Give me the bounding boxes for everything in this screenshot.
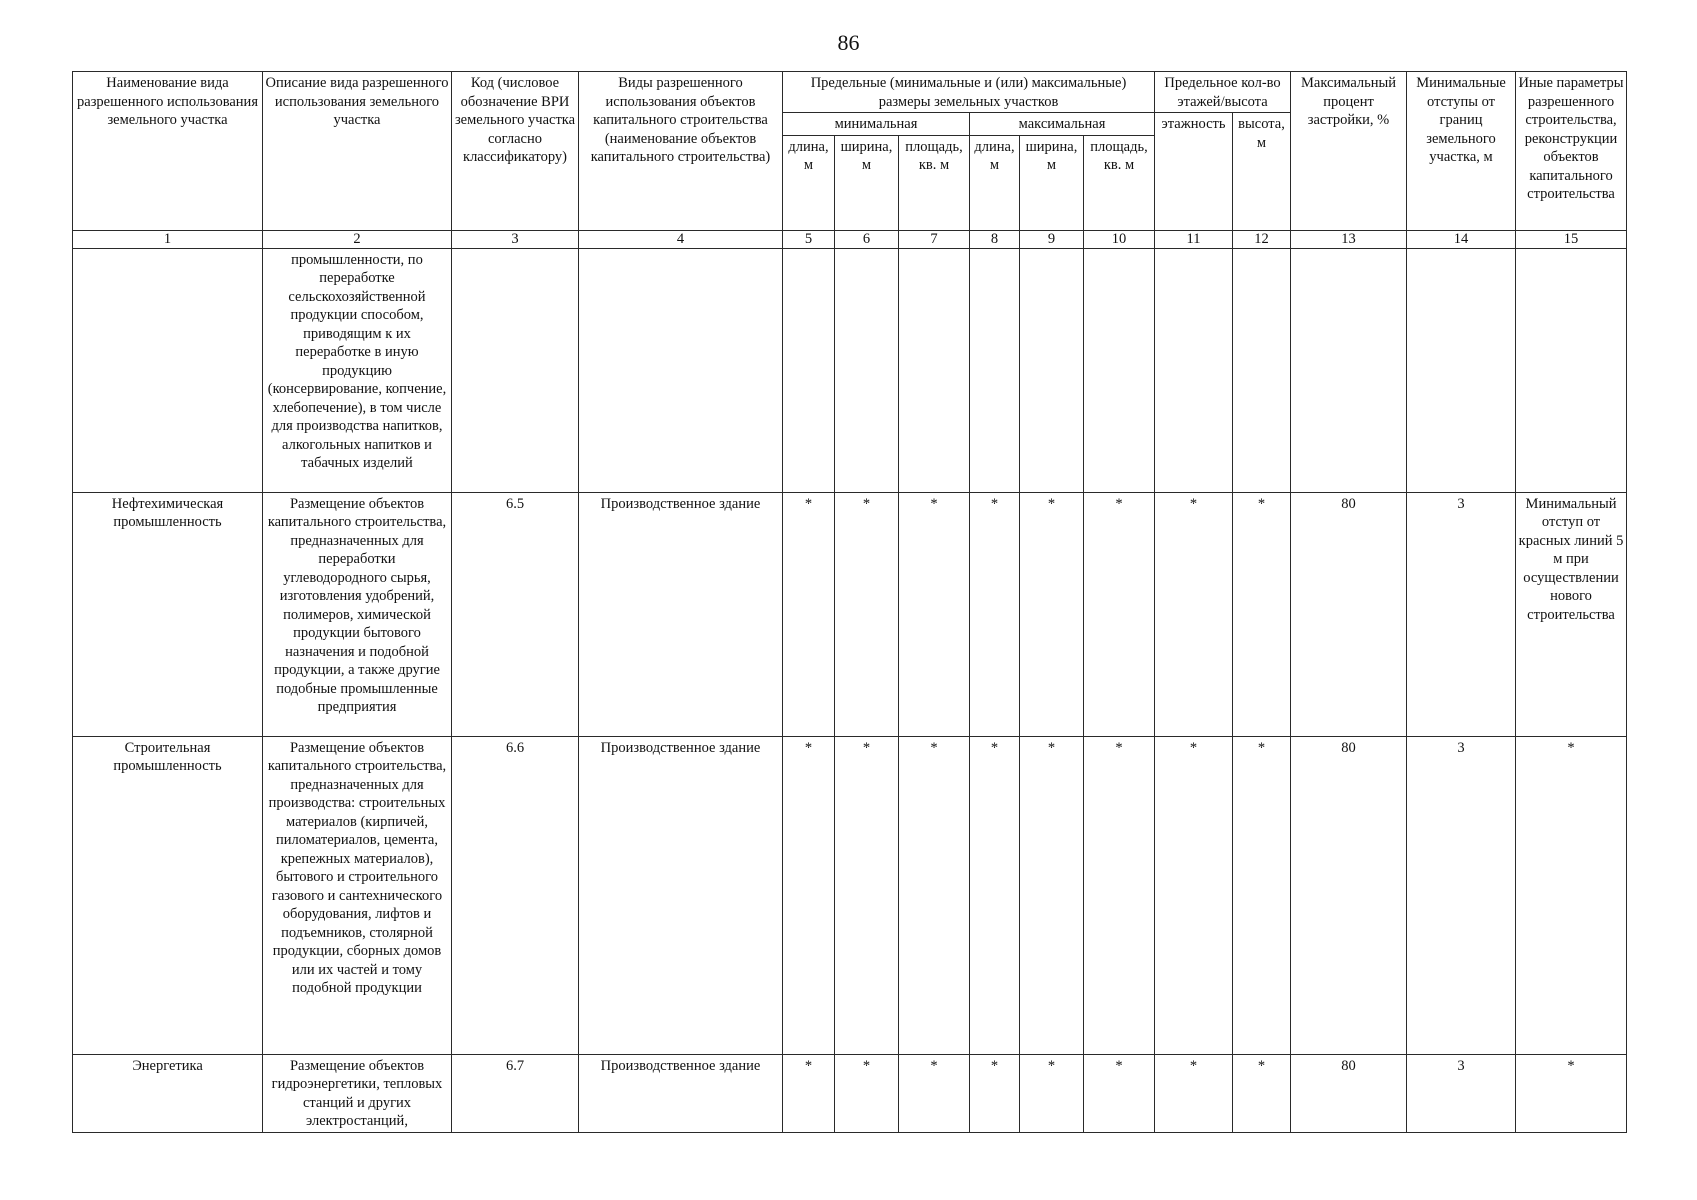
- table-row: [73, 736, 1627, 1054]
- min-area: [899, 248, 970, 492]
- max-building-percent: 80: [1291, 736, 1407, 1054]
- max-building-percent: 80: [1291, 492, 1407, 736]
- header-min-width: ширина, м: [835, 135, 899, 230]
- header-height: высота, м: [1233, 113, 1291, 231]
- table-row: [73, 492, 1627, 736]
- min-width: *: [835, 492, 899, 736]
- max-area: *: [1084, 1054, 1155, 1132]
- header-land-use-name: Наименование вида разрешенного использования земельного участка: [73, 72, 263, 231]
- max-building-percent: [1291, 248, 1407, 492]
- min-area: *: [899, 736, 970, 1054]
- column-number: 2: [263, 230, 452, 248]
- header-maximum: максимальная: [970, 113, 1155, 136]
- land-use-code: 6.7: [452, 1054, 579, 1132]
- column-number: 6: [835, 230, 899, 248]
- column-numbers-row: [73, 230, 1627, 248]
- min-area: *: [899, 1054, 970, 1132]
- min-width: *: [835, 1054, 899, 1132]
- land-use-name: Строительная промышленность: [73, 736, 263, 1054]
- column-number: 3: [452, 230, 579, 248]
- header-floors: этажность: [1155, 113, 1233, 231]
- header-min-setbacks: Минимальные отступы от границ земельного участка, м: [1407, 72, 1516, 231]
- min-length: *: [783, 736, 835, 1054]
- land-use-code: 6.6: [452, 736, 579, 1054]
- table-row: [73, 248, 1627, 492]
- min-setback: 3: [1407, 1054, 1516, 1132]
- min-setback: [1407, 248, 1516, 492]
- column-number: 15: [1516, 230, 1627, 248]
- height: *: [1233, 492, 1291, 736]
- column-number: 1: [73, 230, 263, 248]
- max-length: [970, 248, 1020, 492]
- column-number: 13: [1291, 230, 1407, 248]
- header-minimum: минимальная: [783, 113, 970, 136]
- table-row: [73, 1054, 1627, 1132]
- min-setback: 3: [1407, 492, 1516, 736]
- capital-object-type: [579, 248, 783, 492]
- page-number: 86: [837, 30, 860, 55]
- header-max-area: площадь, кв. м: [1084, 135, 1155, 230]
- min-width: *: [835, 736, 899, 1054]
- land-use-description: Размещение объектов капитального строительства, предназначенных для производства: строительных материалов (кирпичей, пиломатериалов, цемента, крепежных материалов), бытового и строительного газового и сантехнического оборудования, лифтов и подъемников, столярной продукции, сборных домов или их частей и тому подобной продукции: [263, 736, 452, 1054]
- floors: *: [1155, 492, 1233, 736]
- max-area: *: [1084, 492, 1155, 736]
- min-setback: 3: [1407, 736, 1516, 1054]
- land-use-code: 6.5: [452, 492, 579, 736]
- header-min-area: площадь, кв. м: [899, 135, 970, 230]
- land-use-description: Размещение объектов капитального строительства, предназначенных для переработки углеводородного сырья, изготовления удобрений, полимеров, химической продукции бытового назначения и подобной продукции, а также другие подобные промышленные предприятия: [263, 492, 452, 736]
- other-parameters: Минимальный отступ от красных линий 5 м при осуществлении нового строительства: [1516, 492, 1627, 736]
- floors: *: [1155, 1054, 1233, 1132]
- height: *: [1233, 736, 1291, 1054]
- header-capital-construction-types: Виды разрешенного использования объектов капитального строительства (наименование объектов капитального строительства): [579, 72, 783, 231]
- capital-object-type: Производственное здание: [579, 492, 783, 736]
- column-number: 11: [1155, 230, 1233, 248]
- other-parameters: [1516, 248, 1627, 492]
- column-number: 12: [1233, 230, 1291, 248]
- min-length: *: [783, 1054, 835, 1132]
- header-floors-height-limits: Предельное кол-во этажей/высота: [1155, 72, 1291, 113]
- max-area: [1084, 248, 1155, 492]
- height: *: [1233, 1054, 1291, 1132]
- column-number: 14: [1407, 230, 1516, 248]
- max-width: [1020, 248, 1084, 492]
- max-building-percent: 80: [1291, 1054, 1407, 1132]
- max-width: *: [1020, 736, 1084, 1054]
- land-use-name: Энергетика: [73, 1054, 263, 1132]
- max-area: *: [1084, 736, 1155, 1054]
- max-width: *: [1020, 1054, 1084, 1132]
- header-max-width: ширина, м: [1020, 135, 1084, 230]
- min-length: *: [783, 492, 835, 736]
- column-number: 7: [899, 230, 970, 248]
- column-number: 9: [1020, 230, 1084, 248]
- floors: *: [1155, 736, 1233, 1054]
- min-length: [783, 248, 835, 492]
- header-max-length: длина, м: [970, 135, 1020, 230]
- column-number: 4: [579, 230, 783, 248]
- column-number: 5: [783, 230, 835, 248]
- max-length: *: [970, 1054, 1020, 1132]
- header-other-parameters: Иные параметры разрешенного строительства, реконструкции объектов капитального строительства: [1516, 72, 1627, 231]
- land-use-description: Размещение объектов гидроэнергетики, тепловых станций и других электростанций,: [263, 1054, 452, 1132]
- header-max-building-percent: Максимальный процент застройки, %: [1291, 72, 1407, 231]
- other-parameters: *: [1516, 1054, 1627, 1132]
- max-length: *: [970, 492, 1020, 736]
- capital-object-type: Производственное здание: [579, 736, 783, 1054]
- max-width: *: [1020, 492, 1084, 736]
- zoning-regulations-table: [72, 71, 1627, 1133]
- height: [1233, 248, 1291, 492]
- capital-object-type: Производственное здание: [579, 1054, 783, 1132]
- land-use-description: промышленности, по переработке сельскохозяйственной продукции способом, приводящим к их переработке в иную продукцию (консервирование, копчение, хлебопечение), в том числе для производства напитков, алкогольных напитков и табачных изделий: [263, 248, 452, 492]
- max-length: *: [970, 736, 1020, 1054]
- column-number: 8: [970, 230, 1020, 248]
- header-plot-size-limits: Предельные (минимальные и (или) максимальные) размеры земельных участков: [783, 72, 1155, 113]
- header-land-use-code: Код (числовое обозначение ВРИ земельного участка согласно классификатору): [452, 72, 579, 231]
- land-use-code: [452, 248, 579, 492]
- min-area: *: [899, 492, 970, 736]
- header-min-length: длина, м: [783, 135, 835, 230]
- header-land-use-description: Описание вида разрешенного использования земельного участка: [263, 72, 452, 231]
- land-use-name: Нефтехимическая промышленность: [73, 492, 263, 736]
- column-number: 10: [1084, 230, 1155, 248]
- min-width: [835, 248, 899, 492]
- other-parameters: *: [1516, 736, 1627, 1054]
- floors: [1155, 248, 1233, 492]
- land-use-name: [73, 248, 263, 492]
